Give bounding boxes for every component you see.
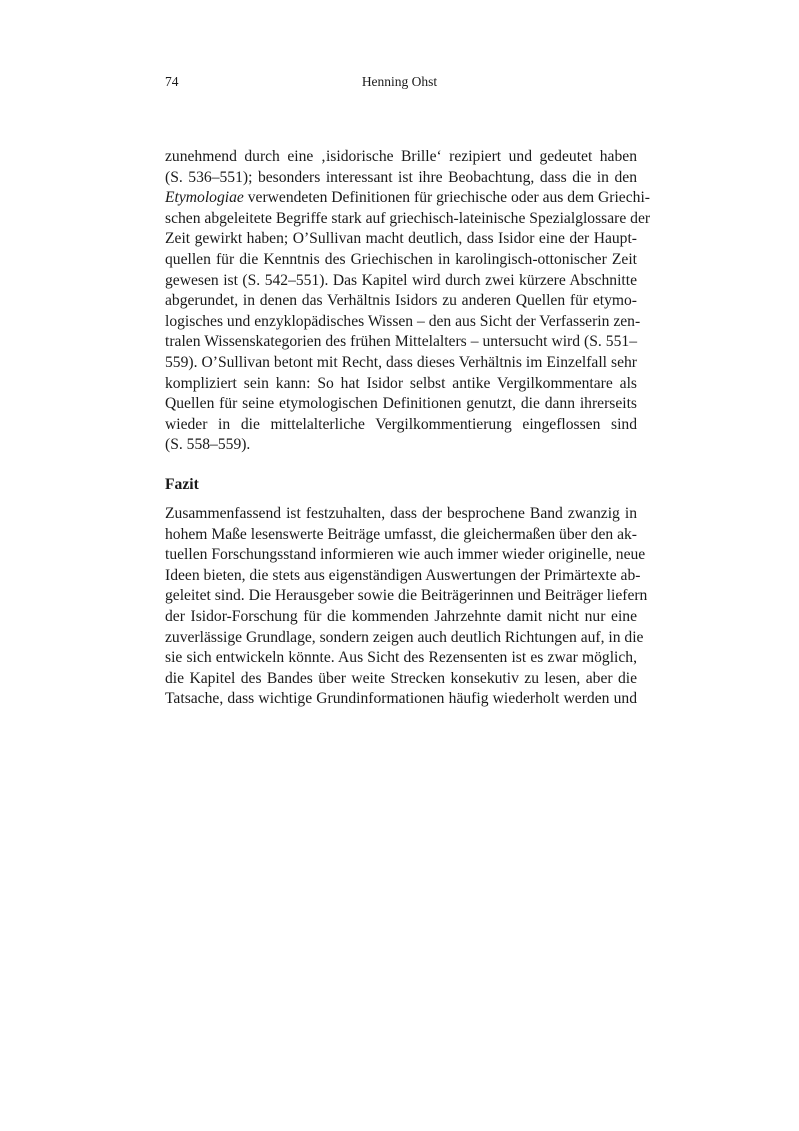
text-line: der Isidor-Forschung für die kommenden Jahrzehnte damit nicht nur eine (165, 607, 637, 625)
text-line: geleitet sind. Die Herausgeber sowie die Beiträgerinnen und Beiträger liefern (165, 587, 648, 605)
text-line: tuellen Forschungsstand informieren wie auch immer wieder originelle, neue (165, 546, 646, 564)
text-line: zunehmend durch eine ‚isidorische Brille‘ rezipiert und gedeutet haben (165, 148, 637, 165)
text-line: kompliziert sein kann: So hat Isidor selbst antike Vergilkommentare als (165, 374, 637, 392)
text-line: (S. 536–551); besonders interessant ist ihre Beobachtung, dass die in den (165, 168, 637, 186)
paragraph-review-text (165, 147, 651, 456)
text-line: hohem Maße lesenswerte Beiträge umfasst, die gleichermaßen über den ak- (165, 525, 637, 543)
text-line: 559). O’Sullivan betont mit Recht, dass dieses Verhältnis im Einzelfall sehr (165, 353, 637, 371)
text-line: Quellen für seine etymologischen Definitionen genutzt, die dann ihrerseits (165, 395, 637, 413)
text-line: Zusammenfassend ist festzuhalten, dass der besprochene Band zwanzig in (165, 505, 637, 522)
paragraph-conclusion (165, 504, 648, 710)
text-line: tralen Wissenskategorien des frühen Mittelalters – untersucht wird (S. 551– (165, 333, 637, 351)
text-line: wieder in die mittelalterliche Vergilkommentierung eingeflossen sind (165, 415, 637, 433)
text-line: Ideen bieten, die stets aus eigenständigen Auswertungen der Primärtexte ab- (165, 566, 641, 584)
page-number: 74 (165, 74, 179, 89)
italic-title: Etymologiae (165, 189, 244, 207)
text-line: Zeit gewirkt haben; O’Sullivan macht deutlich, dass Isidor eine der Haupt- (165, 230, 637, 248)
text-line: zuverlässige Grundlage, sondern zeigen auch deutlich Richtungen auf, in die (165, 628, 644, 646)
text-fragment: verwendeten Definitionen für griechische oder aus dem Griechi- (243, 189, 650, 207)
text-line: quellen für die Kenntnis des Griechischen in karolingisch-ottonischer Zeit (165, 250, 637, 268)
text-line (165, 188, 650, 209)
text-line: sie sich entwickeln könnte. Aus Sicht des Rezensenten ist es zwar möglich, (165, 649, 637, 667)
text-line: logisches und enzyklopädisches Wissen – den aus Sicht der Verfasserin zen- (165, 312, 641, 330)
text-line: schen abgeleitete Begriffe stark auf griechisch-lateinische Spezialglossare der (165, 209, 651, 227)
text-line: die Kapitel des Bandes über weite Strecken konsekutiv zu lesen, aber die (165, 669, 637, 687)
section-heading: Fazit (165, 476, 199, 493)
text-line: Tatsache, dass wichtige Grundinformationen häufig wiederholt werden und (165, 690, 637, 708)
text-line: abgerundet, in denen das Verhältnis Isidors zu anderen Quellen für etymo- (165, 292, 637, 310)
text-line: (S. 558–559). (165, 436, 251, 454)
text-line: gewesen ist (S. 542–551). Das Kapitel wird durch zwei kürzere Abschnitte (165, 271, 637, 289)
running-head: Henning Ohst (361, 74, 438, 89)
